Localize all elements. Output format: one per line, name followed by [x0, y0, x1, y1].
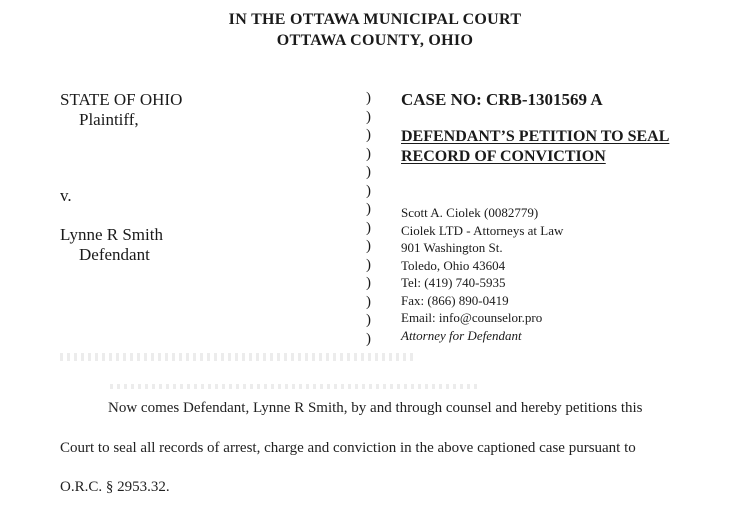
attorney-name: Scott A. Ciolek (0082779): [401, 205, 539, 220]
scan-smudge: [60, 353, 415, 361]
paren: ): [366, 330, 371, 347]
paren: ): [366, 182, 371, 199]
paren: ): [366, 127, 371, 143]
paren: ): [366, 145, 371, 162]
petition-title-line2: RECORD OF CONVICTION: [401, 148, 606, 165]
caption-divider: [366, 89, 380, 348]
paren: ): [366, 256, 371, 273]
attorney-tel: Tel: (419) 740-5935: [401, 275, 506, 290]
attorney-city: Toledo, Ohio 43604: [401, 257, 506, 273]
attorney-email: Email: info@counselor.pro: [401, 310, 543, 325]
attorney-street: 901 Washington St.: [401, 240, 503, 255]
body-line: O.R.C. § 2953.32.: [60, 479, 170, 495]
defendant-name: Lynne R Smith: [60, 225, 163, 244]
paren: ): [366, 275, 371, 291]
petition-title-line1: DEFENDANT’S PETITION TO SEAL: [401, 128, 670, 145]
defendant-role: Defendant: [79, 245, 150, 264]
case-number: CASE NO: CRB-1301569 A: [401, 90, 603, 109]
paren: ): [366, 312, 371, 328]
paren: ): [366, 164, 371, 180]
attorney-fax: Fax: (866) 890-0419: [401, 292, 509, 308]
plaintiff-role: Plaintiff,: [79, 110, 139, 129]
paren: ): [366, 201, 371, 217]
court-county: OTTAWA COUNTY, OHIO: [276, 32, 474, 49]
paren: ): [366, 108, 371, 125]
paren: ): [366, 90, 371, 106]
paren: ): [366, 293, 371, 310]
attorney-role: Attorney for Defendant: [401, 327, 522, 343]
scan-smudge: [110, 384, 480, 389]
body-line: Court to seal all records of arrest, charge and conviction in the above captioned case pursuant to: [60, 440, 636, 456]
plaintiff-name: STATE OF OHIO: [60, 90, 183, 109]
body-line: Now comes Defendant, Lynne R Smith, by and through counsel and hereby petitions this: [108, 400, 643, 416]
paren: ): [366, 219, 371, 236]
paren: ): [366, 238, 371, 254]
versus: v.: [60, 186, 72, 205]
attorney-firm: Ciolek LTD - Attorneys at Law: [401, 222, 564, 238]
court-name: IN THE OTTAWA MUNICIPAL COURT: [228, 11, 522, 28]
